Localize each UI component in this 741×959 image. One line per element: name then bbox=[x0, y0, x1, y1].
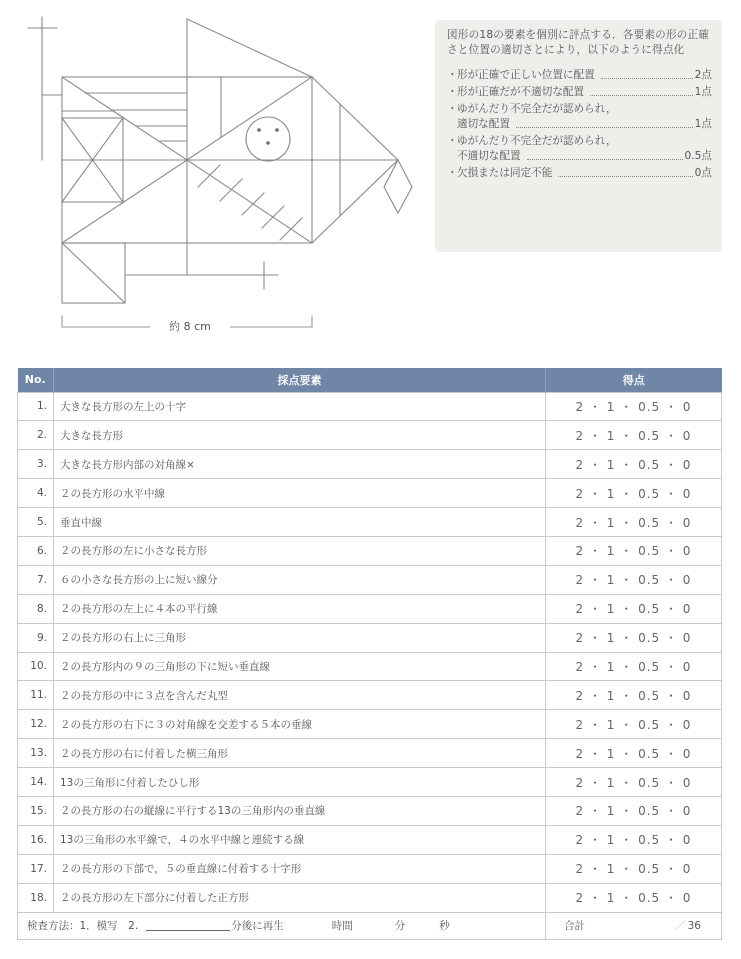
leader-dots bbox=[590, 95, 693, 96]
row-element: 13の三角形の水平線で，４の水平中線と連続する線 bbox=[54, 825, 546, 854]
header-no: No. bbox=[18, 368, 54, 392]
total-slash: ／ bbox=[675, 920, 686, 933]
recall-label: 分後に再生 bbox=[231, 920, 284, 933]
row-score-options[interactable]: 2 ・ 1 ・ 0.5 ・ 0 bbox=[546, 768, 722, 797]
row-element: ６の小さな長方形の上に短い線分 bbox=[54, 565, 546, 594]
criterion-points: 1点 bbox=[694, 118, 712, 130]
row-number: 15. bbox=[18, 796, 54, 825]
row-element: ２の長方形の右の縦線に平行する13の三角形内の垂直線 bbox=[54, 796, 546, 825]
row-score-options[interactable]: 2 ・ 1 ・ 0.5 ・ 0 bbox=[546, 508, 722, 537]
row-score-options[interactable]: 2 ・ 1 ・ 0.5 ・ 0 bbox=[546, 739, 722, 768]
rey-complex-figure bbox=[0, 0, 430, 345]
row-number: 5. bbox=[18, 508, 54, 537]
criterion-text: 形が正確だが不適切な配置 bbox=[457, 86, 585, 98]
row-element: ２の長方形の下部で，５の垂直線に付着する十字形 bbox=[54, 854, 546, 883]
row-element: 大きな長方形内部の対角線× bbox=[54, 450, 546, 479]
row-number: 18. bbox=[18, 883, 54, 912]
row-number: 14. bbox=[18, 768, 54, 797]
criterion-item bbox=[447, 134, 712, 164]
table-row bbox=[18, 681, 722, 710]
table-row bbox=[18, 479, 722, 508]
criterion-text: 適切な配置 bbox=[457, 118, 510, 130]
table-row bbox=[18, 450, 722, 479]
criteria-intro: 図形の18の要素を個別に評点する．各要素の形の正確さと位置の適切さとにより，以下のように得点化 bbox=[447, 29, 710, 56]
row-element: ２の長方形内の９の三角形の下に短い垂直線 bbox=[54, 652, 546, 681]
row-element: ２の長方形の左上に４本の平行線 bbox=[54, 594, 546, 623]
table-row bbox=[18, 421, 722, 450]
row-number: 6. bbox=[18, 536, 54, 565]
leader-dots bbox=[516, 127, 693, 128]
table-row bbox=[18, 825, 722, 854]
criterion-points: 1点 bbox=[694, 86, 712, 98]
row-score-options[interactable]: 2 ・ 1 ・ 0.5 ・ 0 bbox=[546, 796, 722, 825]
criterion-text: 欠損または同定不能 bbox=[457, 167, 553, 179]
row-element: ２の長方形の水平中線 bbox=[54, 479, 546, 508]
criterion-item bbox=[447, 166, 712, 181]
bullet: ・ bbox=[447, 69, 458, 81]
table-row bbox=[18, 768, 722, 797]
row-score-options[interactable]: 2 ・ 1 ・ 0.5 ・ 0 bbox=[546, 710, 722, 739]
total-max: 36 bbox=[687, 920, 701, 933]
criterion-item bbox=[447, 68, 712, 83]
table-row bbox=[18, 594, 722, 623]
row-score-options[interactable]: 2 ・ 1 ・ 0.5 ・ 0 bbox=[546, 479, 722, 508]
table-row bbox=[18, 652, 722, 681]
row-score-options[interactable]: 2 ・ 1 ・ 0.5 ・ 0 bbox=[546, 623, 722, 652]
criterion-points: 0点 bbox=[694, 167, 712, 179]
row-number: 1. bbox=[18, 392, 54, 421]
scale-label: 約 8 cm bbox=[150, 318, 230, 334]
row-score-options[interactable]: 2 ・ 1 ・ 0.5 ・ 0 bbox=[546, 681, 722, 710]
table-row bbox=[18, 536, 722, 565]
method-label: 検査方法：1．模写 2. bbox=[27, 920, 139, 933]
row-score-options[interactable]: 2 ・ 1 ・ 0.5 ・ 0 bbox=[546, 825, 722, 854]
row-score-options[interactable]: 2 ・ 1 ・ 0.5 ・ 0 bbox=[546, 392, 722, 421]
recall-minutes-blank[interactable] bbox=[146, 921, 230, 931]
table-row bbox=[18, 739, 722, 768]
row-element: ２の長方形の右上に三角形 bbox=[54, 623, 546, 652]
criterion-points: 2点 bbox=[694, 69, 712, 81]
row-score-options[interactable]: 2 ・ 1 ・ 0.5 ・ 0 bbox=[546, 565, 722, 594]
table-row bbox=[18, 392, 722, 421]
header-score: 得点 bbox=[546, 368, 722, 392]
table-body bbox=[18, 392, 722, 939]
row-element: ２の長方形の右下に３の対角線を交差する５本の垂線 bbox=[54, 710, 546, 739]
row-number: 13. bbox=[18, 739, 54, 768]
rey-figure-drawing bbox=[0, 0, 430, 345]
row-element: 大きな長方形の左上の十字 bbox=[54, 392, 546, 421]
row-element: ２の長方形の中に３点を含んだ丸型 bbox=[54, 681, 546, 710]
table-row bbox=[18, 883, 722, 912]
criterion-text: ゆがんだり不完全だが認められ， bbox=[457, 135, 617, 147]
header-element: 採点要素 bbox=[54, 368, 546, 392]
row-element: ２の長方形の左に小さな長方形 bbox=[54, 536, 546, 565]
table-row bbox=[18, 854, 722, 883]
criterion-text: 不適切な配置 bbox=[457, 150, 521, 162]
row-element: 垂直中線 bbox=[54, 508, 546, 537]
scoring-criteria-box bbox=[435, 20, 722, 252]
row-number: 2. bbox=[18, 421, 54, 450]
row-score-options[interactable]: 2 ・ 1 ・ 0.5 ・ 0 bbox=[546, 594, 722, 623]
seconds-label: 秒 bbox=[439, 920, 450, 933]
row-element: 大きな長方形 bbox=[54, 421, 546, 450]
leader-dots bbox=[601, 78, 693, 79]
row-score-options[interactable]: 2 ・ 1 ・ 0.5 ・ 0 bbox=[546, 421, 722, 450]
minutes-label: 分 bbox=[394, 920, 406, 933]
table-footer-row bbox=[18, 912, 722, 939]
table-row bbox=[18, 710, 722, 739]
row-number: 8. bbox=[18, 594, 54, 623]
table-row bbox=[18, 623, 722, 652]
row-number: 9. bbox=[18, 623, 54, 652]
row-element: ２の長方形の左下部分に付着した正方形 bbox=[54, 883, 546, 912]
row-score-options[interactable]: 2 ・ 1 ・ 0.5 ・ 0 bbox=[546, 652, 722, 681]
test-method-cell bbox=[18, 912, 546, 939]
row-number: 3. bbox=[18, 450, 54, 479]
criterion-item bbox=[447, 85, 712, 100]
row-number: 10. bbox=[18, 652, 54, 681]
row-score-options[interactable]: 2 ・ 1 ・ 0.5 ・ 0 bbox=[546, 854, 722, 883]
scoring-table bbox=[17, 368, 722, 940]
total-label: 合計 bbox=[564, 920, 585, 933]
row-element: ２の長方形の右に付着した横三角形 bbox=[54, 739, 546, 768]
bullet: ・ bbox=[447, 103, 458, 115]
row-score-options[interactable]: 2 ・ 1 ・ 0.5 ・ 0 bbox=[546, 883, 722, 912]
row-number: 7. bbox=[18, 565, 54, 594]
time-label: 時間 bbox=[331, 920, 353, 933]
row-score-options[interactable]: 2 ・ 1 ・ 0.5 ・ 0 bbox=[546, 536, 722, 565]
row-number: 17. bbox=[18, 854, 54, 883]
bullet: ・ bbox=[447, 86, 458, 98]
row-number: 4. bbox=[18, 479, 54, 508]
total-cell bbox=[546, 912, 722, 939]
criterion-text: ゆがんだり不完全だが認められ， bbox=[457, 103, 617, 115]
bullet: ・ bbox=[447, 135, 458, 147]
table-row bbox=[18, 565, 722, 594]
table-row bbox=[18, 508, 722, 537]
criterion-text: 形が正確で正しい位置に配置 bbox=[457, 69, 595, 81]
table-header-row bbox=[18, 368, 722, 392]
table-row bbox=[18, 796, 722, 825]
leader-dots bbox=[558, 176, 692, 177]
criterion-item bbox=[447, 102, 712, 132]
criterion-points: 0.5点 bbox=[684, 150, 712, 162]
leader-dots bbox=[527, 159, 683, 160]
row-score-options[interactable]: 2 ・ 1 ・ 0.5 ・ 0 bbox=[546, 450, 722, 479]
row-number: 16. bbox=[18, 825, 54, 854]
row-number: 11. bbox=[18, 681, 54, 710]
row-element: 13の三角形に付着したひし形 bbox=[54, 768, 546, 797]
bullet: ・ bbox=[447, 167, 458, 179]
row-number: 12. bbox=[18, 710, 54, 739]
